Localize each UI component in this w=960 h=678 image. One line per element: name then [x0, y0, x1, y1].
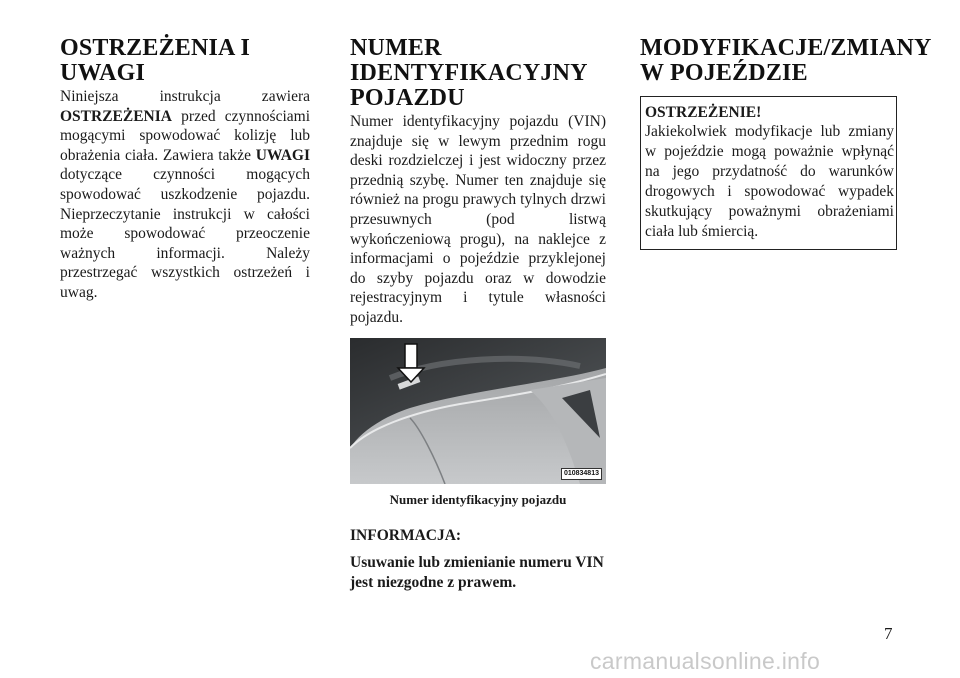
section-heading-warnings: OSTRZEŻENIA I UWAGI: [60, 35, 251, 86]
warning-body: Jakiekolwiek modyfikacje lub zmiany w pojeździe mogą poważnie wpłynąć na jego przydatność do warunków drogowych i spowodować wypadek skutkujący poważnymi obrażeniami ciała lub śmiercią.: [645, 123, 894, 240]
watermark: carmanualsonline.info: [590, 648, 821, 674]
emphasis-notes: UWAGI: [255, 146, 310, 164]
section-heading-modifications: MODYFIKACJE/ZMIANY W POJEŹDZIE: [640, 35, 931, 86]
windshield-illustration: [350, 338, 606, 484]
column-warnings: [60, 36, 310, 303]
warning-title: OSTRZEŻENIE!: [645, 104, 762, 121]
vin-location-photo: [350, 338, 606, 484]
info-title: INFORMACJA:: [350, 526, 462, 544]
info-body: Usuwanie lub zmienianie numeru VIN jest niezgodne z prawem.: [350, 553, 604, 591]
warning-box: [640, 96, 897, 250]
figure-code: 010834813: [561, 468, 602, 480]
warnings-paragraph: Niniejsza instrukcja zawiera OSTRZEŻENIA przed czynnościami mogącymi spowodować kolizję lub obrażenia ciała. Zawiera także UWAGI dotyczące czynności mogących spowodować uszkodzenie pojazdu. Nieprzeczytanie instrukcji w całości może spowodować przeoczenie ważnych informacji. Należy przestrzegać wszystkich ostrzeżeń i uwag.: [60, 88, 310, 301]
emphasis-warnings: OSTRZEŻENIA: [60, 107, 172, 125]
section-heading-vin: NUMER IDENTYFIKACYJNY POJAZDU: [350, 35, 587, 111]
page-number: 7: [884, 624, 893, 643]
figure-caption: Numer identyfikacyjny pojazdu: [389, 491, 567, 507]
vin-paragraph: Numer identyfikacyjny pojazdu (VIN) znajduje się w lewym przednim rogu deski rozdzielczej i jest widoczny przez przednią szybę. Numer ten znajduje się również na progu prawych tylnych drzwi przesuwnych (pod listwą wykończeniową progu), na naklejce z informacjami o pojeździe przyklejonej do szyby pojazdu oraz w dowodzie rejestracyjnym i tytule własności pojazdu.: [350, 113, 606, 326]
column-vin: [350, 36, 606, 593]
column-modifications: [640, 35, 931, 250]
